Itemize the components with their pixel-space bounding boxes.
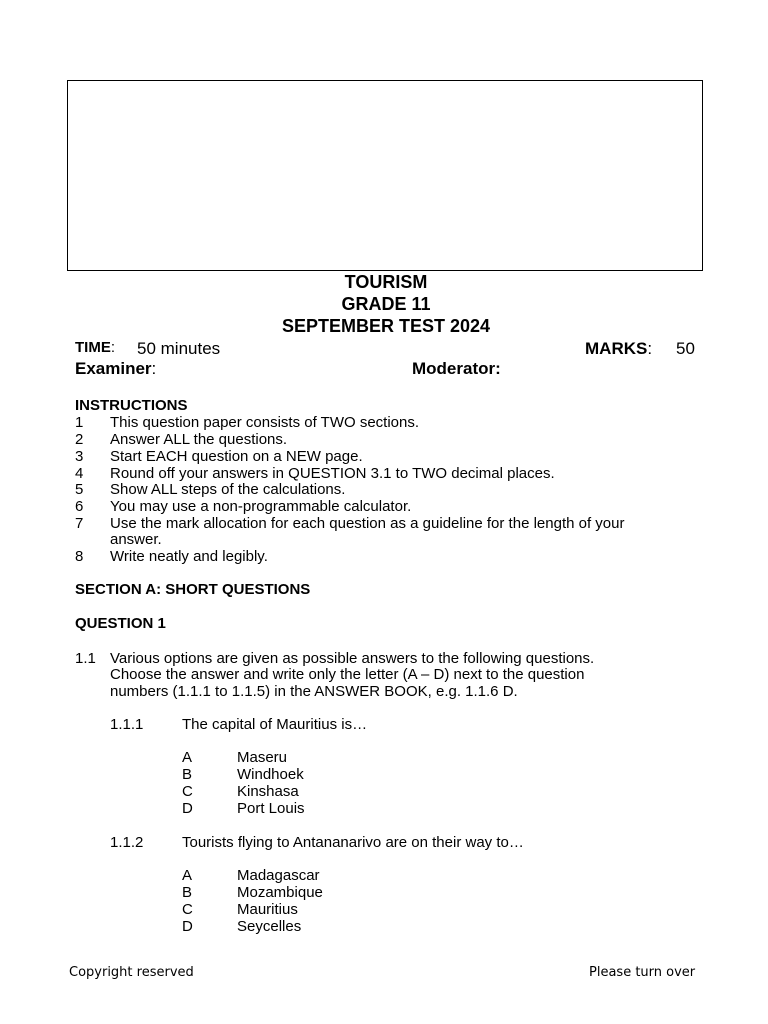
title-block [0, 271, 768, 337]
question-number: 1.1 [75, 650, 96, 667]
option-text: Kinshasa [237, 783, 299, 800]
grade-title: GRADE 11 [341, 294, 431, 314]
option-text: Mauritius [237, 901, 298, 918]
instructions-heading: INSTRUCTIONS [75, 397, 188, 414]
question-instruction-line: Choose the answer and write only the letter (A – D) next to the question [110, 666, 585, 683]
instruction-text: Write neatly and legibly. [110, 548, 268, 565]
footer-copyright: Copyright reserved [69, 965, 194, 980]
option-letter: B [182, 766, 193, 783]
instruction-text: Round off your answers in QUESTION 3.1 to TWO decimal places. [110, 465, 555, 482]
instruction-text: You may use a non-programmable calculator. [110, 498, 412, 515]
subject-title: TOURISM [344, 272, 428, 292]
subquestion-number: 1.1.1 [110, 716, 144, 733]
instruction-text: Start EACH question on a NEW page. [110, 448, 363, 465]
instruction-number: 7 [75, 515, 84, 532]
section-heading: SECTION A: SHORT QUESTIONS [75, 581, 311, 598]
instruction-number: 5 [75, 481, 84, 498]
option-letter: D [182, 800, 193, 817]
subquestion-text: The capital of Mauritius is… [182, 716, 368, 733]
option-letter: C [182, 783, 193, 800]
instruction-number: 4 [75, 465, 84, 482]
moderator-label: Moderator: [412, 359, 501, 378]
question-heading: QUESTION 1 [75, 615, 166, 632]
instruction-number: 6 [75, 498, 84, 515]
instruction-text: Use the mark allocation for each question as a guideline for the length of your [110, 515, 625, 532]
marks-label: MARKS: [585, 339, 653, 358]
subquestion-number: 1.1.2 [110, 834, 144, 851]
option-text: Port Louis [237, 800, 305, 817]
option-letter: D [182, 918, 193, 935]
subquestion-text: Tourists flying to Antananarivo are on their way to… [182, 834, 524, 851]
option-text: Maseru [237, 749, 288, 766]
option-text: Mozambique [237, 884, 323, 901]
time-label: TIME: [75, 339, 116, 356]
instruction-number: 3 [75, 448, 84, 465]
instruction-text: This question paper consists of TWO sections. [110, 414, 420, 431]
question-instruction-line: Various options are given as possible answers to the following questions. [110, 650, 595, 667]
option-text: Windhoek [237, 766, 304, 783]
instruction-text: Show ALL steps of the calculations. [110, 481, 346, 498]
time-value: 50 minutes [137, 339, 221, 358]
option-letter: A [182, 867, 193, 884]
option-letter: B [182, 884, 193, 901]
option-text: Seycelles [237, 918, 302, 935]
question-instruction-line: numbers (1.1.1 to 1.1.5) in the ANSWER BOOK, e.g. 1.1.6 D. [110, 683, 518, 700]
instruction-number: 2 [75, 431, 84, 448]
footer-turn-over: Please turn over [589, 965, 696, 980]
option-letter: C [182, 901, 193, 918]
instruction-number: 8 [75, 548, 84, 565]
examiner-label: Examiner: [75, 359, 157, 378]
option-letter: A [182, 749, 193, 766]
instruction-text: Answer ALL the questions. [110, 431, 288, 448]
test-title: SEPTEMBER TEST 2024 [281, 316, 491, 336]
instruction-number: 1 [75, 414, 84, 431]
option-text: Madagascar [237, 867, 320, 884]
instruction-text-continuation: answer. [110, 531, 162, 548]
marks-value: 50 [676, 339, 695, 358]
header-box [67, 80, 703, 271]
